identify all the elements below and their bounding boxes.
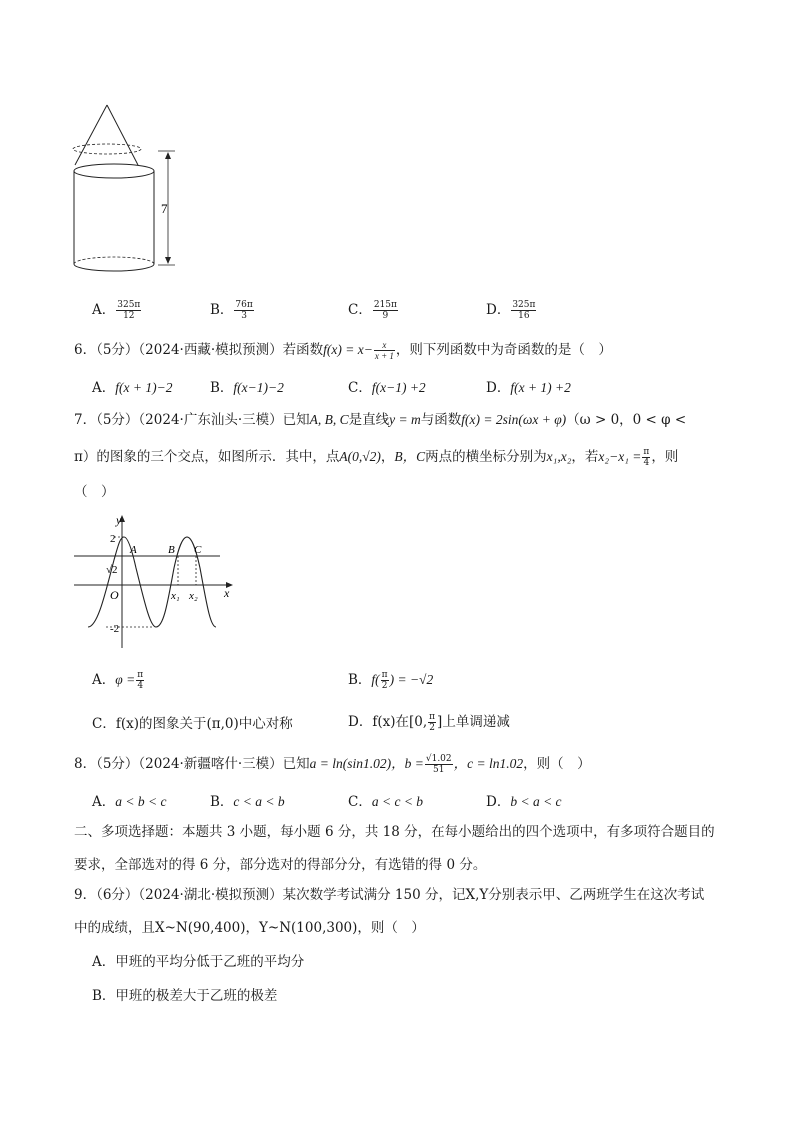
q9-option-b[interactable] — [92, 984, 277, 1004]
fraction-numerator: 325π — [117, 300, 141, 310]
q9-stem-line2: 中的成绩，且X~N(90,400)，Y~N(100,300)，则（ ） — [74, 920, 425, 936]
option-math: ) = −√2 — [389, 672, 434, 687]
text: （ω > 0，0 < φ < — [566, 412, 687, 428]
option-letter: C． — [92, 716, 116, 732]
x1-label: x₁ — [171, 590, 180, 602]
fraction-numerator: √1.02 — [425, 754, 452, 764]
q9-option-a[interactable] — [92, 950, 304, 970]
option-letter: C． — [348, 302, 372, 318]
point-c-label: C — [194, 544, 202, 556]
fraction-numerator: x — [374, 340, 395, 351]
option-text: b < a < c — [510, 794, 562, 809]
text: 是直线 — [348, 412, 390, 428]
option-letter: B． — [348, 672, 372, 688]
math: y = m — [389, 412, 421, 427]
tick-label-top: 2 — [110, 533, 116, 545]
math: f(x) = 2sin(ωx + φ) — [461, 412, 567, 427]
option-letter: B． — [210, 380, 234, 396]
q6-suffix: ，则下列函数中为奇函数的是（ ） — [395, 342, 612, 358]
option-math: φ = — [115, 672, 136, 687]
q5-option-a[interactable] — [92, 298, 142, 321]
option-text: a < c < b — [371, 794, 424, 809]
fraction-denominator: x + 1 — [374, 351, 394, 361]
q6-stem — [74, 340, 612, 361]
option-letter: C． — [348, 380, 372, 396]
sine-graph-figure — [70, 510, 240, 650]
x2-label: x₂ — [189, 590, 198, 602]
math: ，c = ln1.02 — [453, 756, 524, 771]
q7-stem-line2 — [74, 447, 678, 468]
option-letter: A． — [92, 302, 116, 318]
q6-function: f(x) = x− — [323, 342, 373, 357]
option-text: a < b < c — [115, 794, 167, 809]
text: 与函数 — [420, 412, 462, 428]
q6-option-a[interactable] — [92, 376, 172, 396]
q5-option-d[interactable] — [486, 298, 537, 321]
q8-option-c[interactable] — [348, 790, 423, 810]
math: ，b = — [391, 756, 424, 771]
text: 两点的横坐标分别为 — [425, 449, 547, 465]
fraction-numerator: 325π — [512, 300, 536, 310]
q8-stem — [74, 754, 591, 775]
fraction-denominator: 9 — [382, 311, 389, 321]
y-axis-label: y — [116, 513, 122, 527]
q6-option-d[interactable] — [486, 376, 571, 396]
fraction-numerator: π — [643, 447, 650, 457]
point-b-label: B — [168, 544, 175, 556]
fraction-denominator: 16 — [518, 311, 530, 321]
section-heading-line2: 要求，全部选对的得 6 分，部分选对的得部分分，有选错的得 0 分。 — [74, 857, 487, 873]
option-text: 甲班的极差大于乙班的极差 — [115, 988, 278, 1004]
q7-stem-line3: （ ） — [74, 484, 115, 500]
q7-option-b[interactable] — [348, 668, 433, 691]
option-letter: B． — [210, 302, 234, 318]
option-text: c < a < b — [233, 794, 285, 809]
text: 7．（5分）（2024·广东汕头·三模）已知 — [74, 412, 310, 428]
fraction-numerator: π — [381, 670, 388, 680]
q8-option-b[interactable] — [210, 790, 285, 810]
q5-option-b[interactable] — [210, 298, 255, 321]
x-axis-label: x — [224, 586, 230, 600]
option-text: f(x−1) +2 — [371, 380, 426, 395]
math: x₁,x₂ — [546, 449, 572, 464]
option-letter: A． — [92, 672, 116, 688]
fraction-denominator: 12 — [123, 311, 135, 321]
fraction-numerator: π — [137, 670, 144, 680]
fraction-denominator: 4 — [137, 681, 144, 691]
option-letter: B． — [92, 988, 116, 1004]
option-text: f(x−1)−2 — [233, 380, 284, 395]
option-letter: A． — [92, 794, 116, 810]
option-text: f(x + 1)−2 — [115, 380, 173, 395]
text: 8．（5分）（2024·新疆喀什·三模）已知 — [74, 756, 310, 772]
math: a = ln(sin1.02) — [309, 756, 392, 771]
math: x₂−x₁ = — [598, 449, 642, 464]
option-letter: A． — [92, 380, 116, 396]
origin-label: O — [110, 588, 119, 602]
cone-cylinder-figure — [60, 95, 190, 275]
q6-option-c[interactable] — [348, 376, 426, 396]
option-text: f(x)的图象关于(π,0)中心对称 — [115, 716, 293, 732]
tick-label-bottom: -2 — [110, 623, 120, 635]
q6-option-b[interactable] — [210, 376, 284, 396]
q7-option-a[interactable] — [92, 668, 145, 691]
q8-option-d[interactable] — [486, 790, 562, 810]
fraction-denominator: 2 — [381, 681, 388, 691]
option-letter: D． — [348, 714, 373, 730]
section-heading-line1: 二、多项选择题：本题共 3 小题，每小题 6 分，共 18 分，在每小题给出的四个选项中，有多项符合题目的 — [74, 824, 715, 840]
q7-option-d[interactable] — [348, 710, 510, 733]
option-letter: C． — [348, 794, 372, 810]
height-label: 7 — [161, 201, 168, 216]
option-letter: B． — [210, 794, 234, 810]
option-text: ]上单调递减 — [437, 714, 510, 730]
option-letter: A． — [92, 954, 116, 970]
fraction-numerator: 215π — [373, 300, 397, 310]
q8-option-a[interactable] — [92, 790, 166, 810]
tick-label-mid: √2 — [106, 564, 118, 576]
option-letter: D． — [486, 380, 511, 396]
q9-stem-line1: 9．（6分）（2024·湖北·模拟预测）某次数学考试满分 150 分，记X,Y分别表示甲、乙两班学生在这次考试 — [74, 887, 705, 903]
option-letter: D． — [486, 302, 511, 318]
fraction-numerator: 76π — [235, 300, 253, 310]
option-text: f(x)在[0, — [372, 714, 428, 730]
fraction-numerator: π — [429, 712, 436, 722]
option-text: f(x + 1) +2 — [510, 380, 571, 395]
q7-option-c[interactable] — [92, 712, 293, 732]
fraction-denominator: 2 — [429, 723, 435, 733]
point-a-label: A — [130, 544, 137, 556]
option-math: f( — [371, 672, 380, 687]
option-text: 甲班的平均分低于乙班的平均分 — [115, 954, 305, 970]
text: π）的图象的三个交点，如图所示．其中，点 — [74, 449, 340, 465]
text: ，若 — [571, 449, 599, 465]
q5-option-c[interactable] — [348, 298, 399, 321]
fraction-denominator: 3 — [241, 311, 247, 321]
text: ， — [380, 449, 395, 465]
math: A, B, C — [309, 412, 349, 427]
option-letter: D． — [486, 794, 511, 810]
fraction-denominator: 4 — [643, 458, 650, 468]
text: ，则 — [651, 449, 679, 465]
q7-stem-line1 — [74, 410, 686, 430]
text: ，则（ ） — [523, 756, 591, 772]
math: A(0,√2) — [339, 449, 381, 464]
fraction-denominator: 51 — [433, 765, 445, 775]
math: B，C — [394, 449, 426, 464]
q6-prefix: 6．（5分）（2024·西藏·模拟预测）若函数 — [74, 342, 324, 358]
